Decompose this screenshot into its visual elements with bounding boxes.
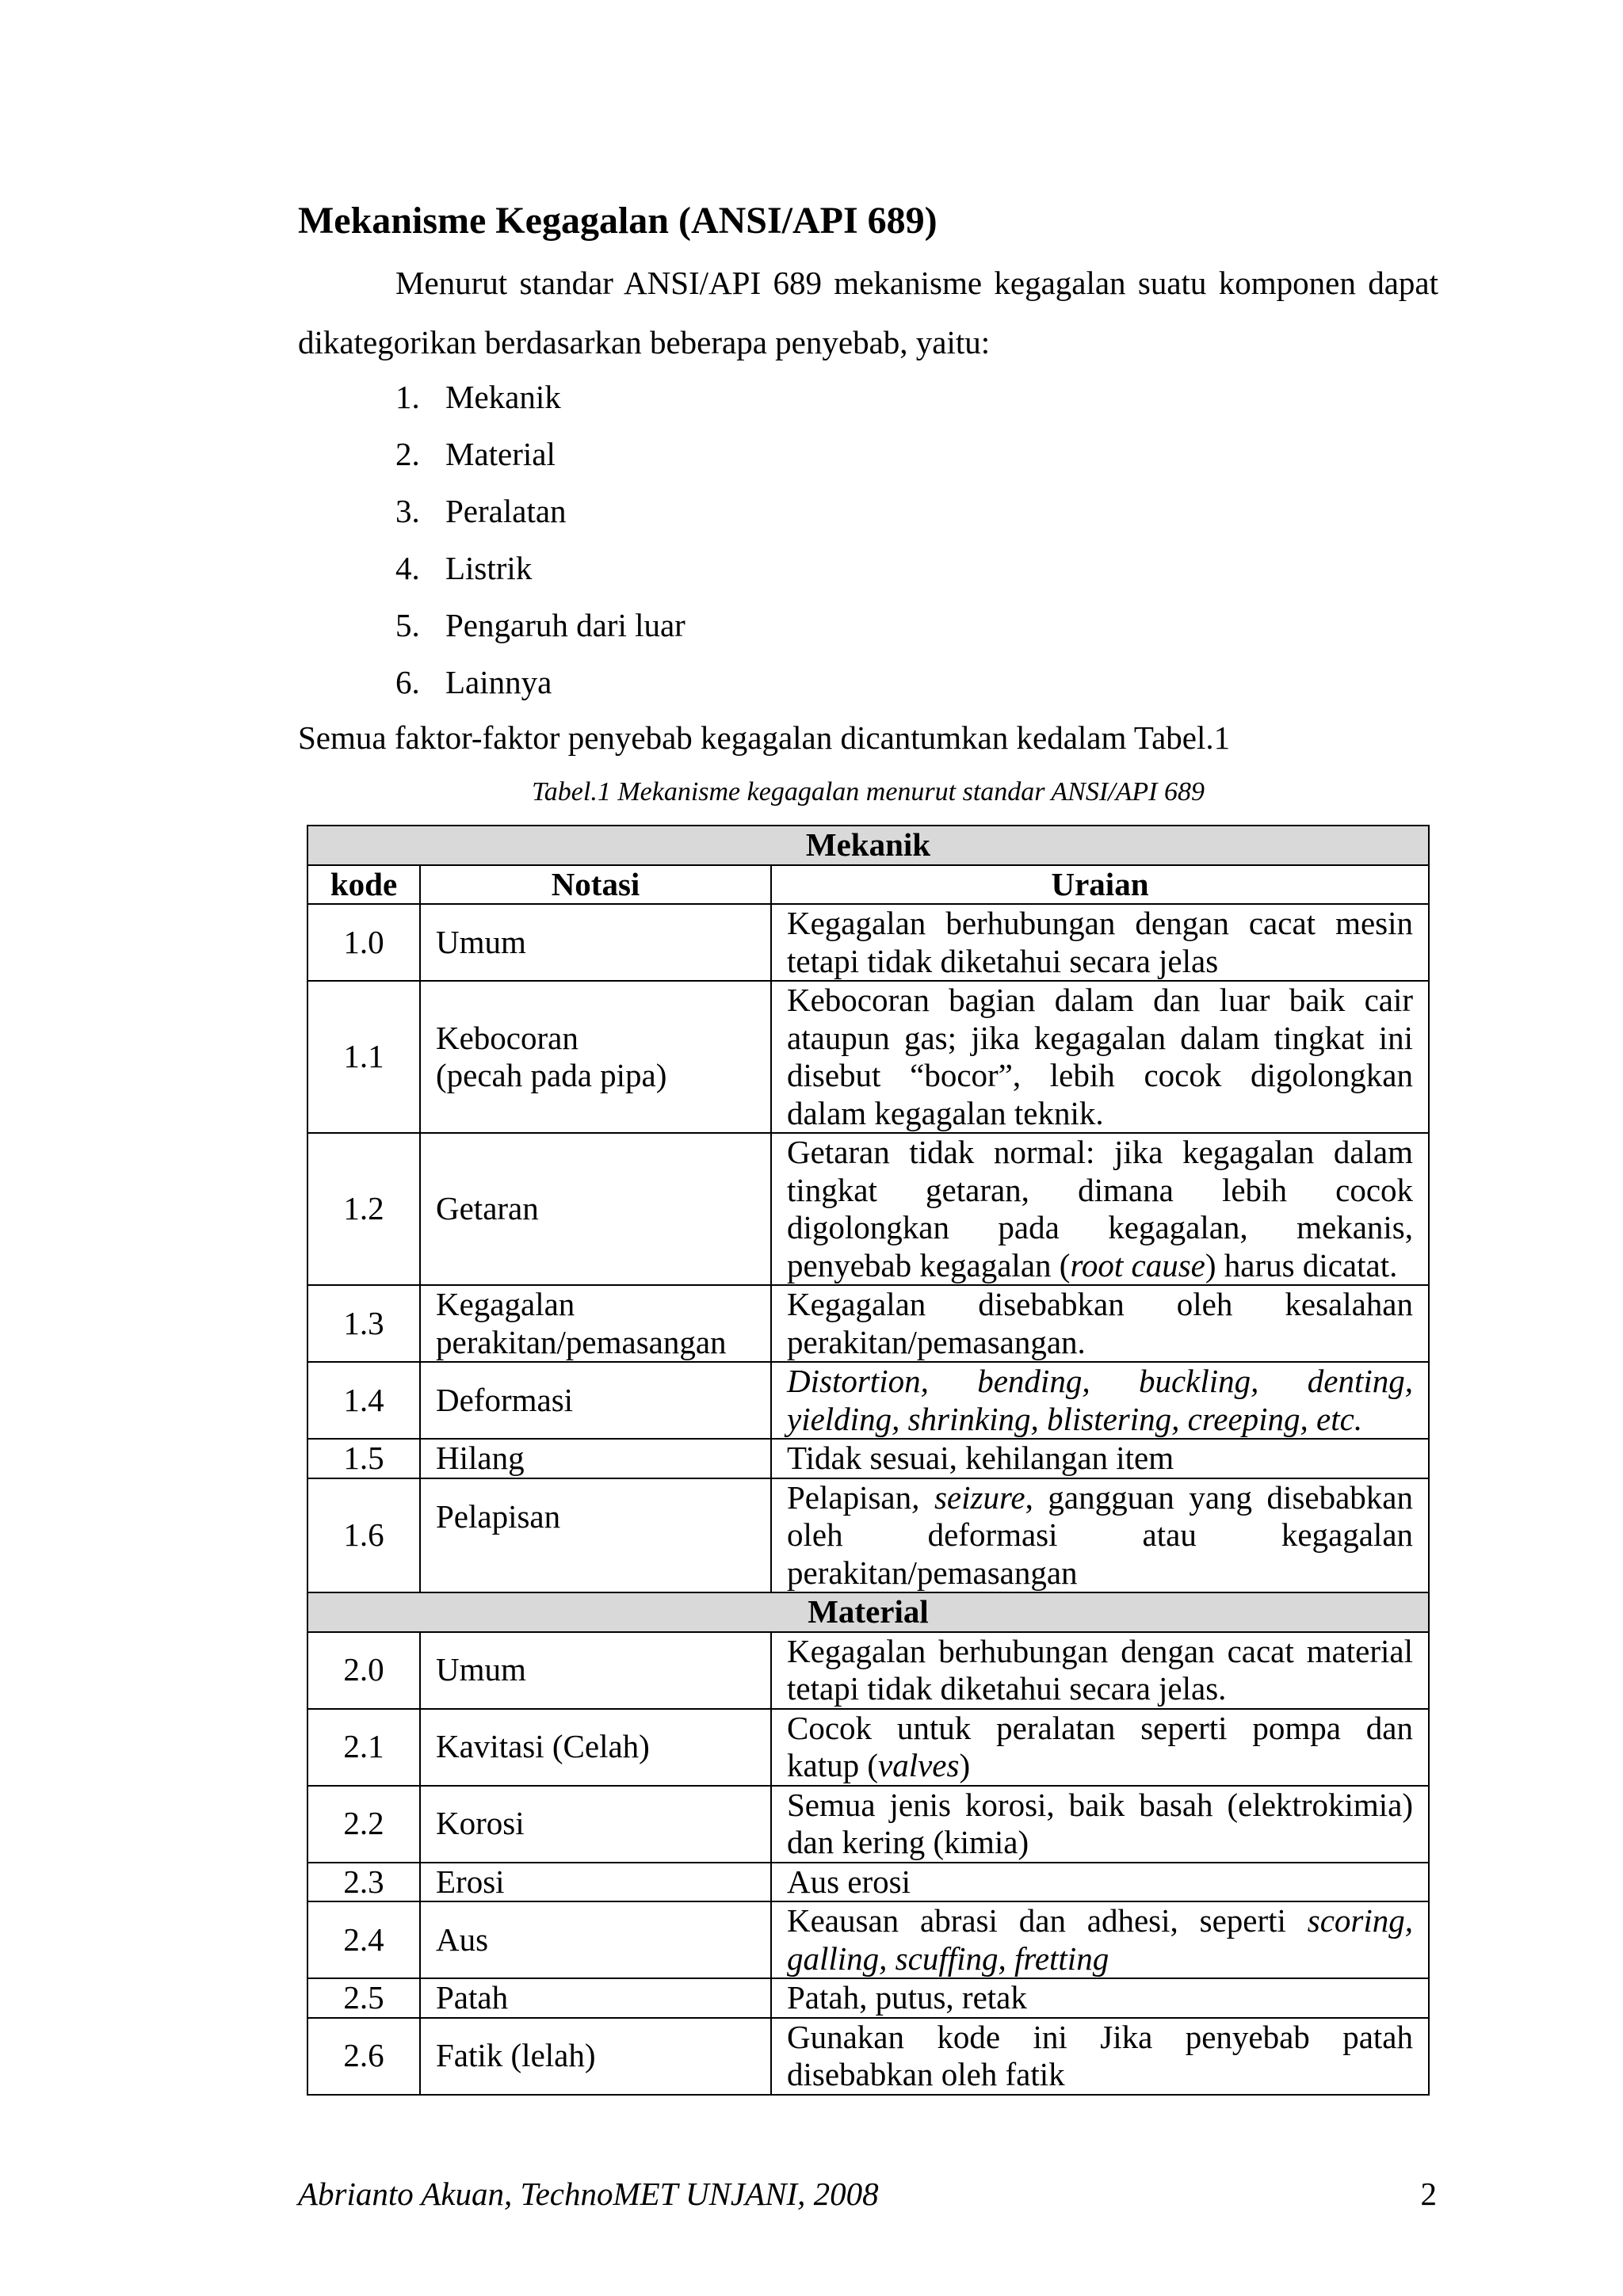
uraian-text: katup ( <box>787 1747 878 1783</box>
uraian-text: Keausan abrasi dan adhesi, seperti <box>787 1902 1308 1939</box>
kode-cell: 2.2 <box>307 1786 420 1863</box>
list-number: 6. <box>395 664 420 700</box>
notasi-cell <box>420 1362 771 1439</box>
uraian-line: Patah, putus, retak <box>787 1979 1027 2016</box>
notasi-cell <box>420 2018 771 2095</box>
notasi-line: Hilang <box>436 1440 525 1476</box>
list-item <box>395 540 685 597</box>
uraian-line <box>787 1247 1413 1285</box>
notasi-line: (pecah pada pipa) <box>436 1057 667 1093</box>
uraian-cell <box>771 1978 1429 2018</box>
list-number: 3. <box>395 493 420 529</box>
failure-cause-list <box>395 368 685 711</box>
uraian-cell <box>771 1133 1429 1285</box>
uraian-text: ) <box>959 1747 971 1783</box>
notasi-line: Umum <box>436 1651 526 1688</box>
table-row <box>307 1863 1429 1902</box>
notasi-line: Pelapisan <box>436 1497 561 1535</box>
uraian-line: perakitan/pemasangan. <box>787 1323 1086 1360</box>
table-row <box>307 904 1429 981</box>
page-number: 2 <box>1420 2176 1437 2212</box>
section-title-mekanik: Mekanik <box>307 826 1429 865</box>
kode-cell: 2.1 <box>307 1709 420 1786</box>
uraian-text-italic: , seizure <box>911 1478 1025 1516</box>
uraian-line: perakitan/pemasangan <box>787 1554 1078 1591</box>
uraian-line: dalam kegagalan teknik. <box>787 1094 1104 1131</box>
notasi-cell <box>420 981 771 1133</box>
list-label: Peralatan <box>445 493 567 529</box>
list-label: Lainnya <box>445 664 552 700</box>
list-number: 5. <box>395 607 420 643</box>
kode-cell: 1.3 <box>307 1285 420 1362</box>
table-row <box>307 1786 1429 1863</box>
notasi-cell <box>420 1478 771 1593</box>
notasi-cell <box>420 1709 771 1786</box>
uraian-line: Kegagalan berhubungan dengan cacat material <box>787 1632 1414 1669</box>
uraian-line <box>787 1479 1413 1517</box>
notasi-cell <box>420 904 771 981</box>
uraian-cell <box>771 904 1429 981</box>
column-header-kode: kode <box>307 865 420 905</box>
table-row <box>307 1439 1429 1478</box>
uraian-line: oleh deformasi atau kegagalan <box>787 1516 1414 1553</box>
uraian-line: tingkat getaran, dimana lebih cocok <box>787 1171 1414 1208</box>
uraian-line: Kebocoran bagian dalam dan luar baik cair <box>787 982 1414 1018</box>
intro-paragraph: Menurut standar ANSI/API 689 mekanisme kegagalan suatu komponen dapat dikategorikan berdasarkan beberapa penyebab, yaitu: <box>298 265 1438 360</box>
kode-cell: 1.2 <box>307 1133 420 1285</box>
uraian-cell <box>771 1478 1429 1593</box>
column-header-notasi: Notasi <box>420 865 771 905</box>
table-row <box>307 981 1429 1133</box>
notasi-line: Korosi <box>436 1805 525 1842</box>
column-header-row <box>307 865 1429 905</box>
column-header-uraian: Uraian <box>771 865 1429 905</box>
notasi-cell <box>420 1439 771 1478</box>
kode-cell: 1.0 <box>307 904 420 981</box>
uraian-line: tetapi tidak diketahui secara jelas. <box>787 1670 1227 1707</box>
uraian-line: Getaran tidak normal: jika kegagalan dalam <box>787 1134 1414 1170</box>
kode-cell: 2.4 <box>307 1901 420 1978</box>
uraian-line: yielding, shrinking, blistering, creeping, etc. <box>787 1400 1363 1437</box>
table-row <box>307 1709 1429 1786</box>
uraian-line: digolongkan pada kegagalan, mekanis, <box>787 1209 1414 1245</box>
uraian-text: penyebab kegagalan ( <box>787 1246 1071 1283</box>
uraian-line: galling, scuffing, fretting <box>787 1939 1109 1977</box>
uraian-line <box>787 1747 1413 1785</box>
kode-cell: 2.6 <box>307 2018 420 2095</box>
list-item <box>395 368 685 425</box>
list-label: Material <box>445 436 556 472</box>
table-row <box>307 2018 1429 2095</box>
list-number: 4. <box>395 550 420 586</box>
notasi-line: Kebocoran <box>436 1019 579 1056</box>
uraian-text-italic: valves <box>878 1747 960 1783</box>
notasi-line: Kegagalan <box>436 1286 575 1322</box>
uraian-line: Kegagalan berhubungan dengan cacat mesin <box>787 905 1414 941</box>
uraian-line: disebabkan oleh fatik <box>787 2056 1065 2092</box>
notasi-cell <box>420 1901 771 1978</box>
uraian-cell <box>771 981 1429 1133</box>
uraian-cell <box>771 1285 1429 1362</box>
table-row <box>307 1632 1429 1709</box>
notasi-line: Deformasi <box>436 1381 574 1418</box>
notasi-cell <box>420 1786 771 1863</box>
kode-cell: 2.3 <box>307 1863 420 1902</box>
uraian-text: , gangguan yang disebabkan <box>1025 1478 1414 1516</box>
uraian-cell <box>771 1632 1429 1709</box>
uraian-line: Cocok untuk peralatan seperti pompa dan <box>787 1709 1414 1746</box>
table-row <box>307 1362 1429 1439</box>
notasi-cell <box>420 1285 771 1362</box>
notasi-line: Erosi <box>436 1863 505 1900</box>
notasi-cell <box>420 1133 771 1285</box>
notasi-line: Fatik (lelah) <box>436 2037 596 2074</box>
kode-cell: 1.6 <box>307 1478 420 1593</box>
uraian-line: tetapi tidak diketahui secara jelas <box>787 942 1219 979</box>
list-number: 2. <box>395 436 420 472</box>
table-row <box>307 1478 1429 1593</box>
kode-cell: 2.0 <box>307 1632 420 1709</box>
notasi-line: Umum <box>436 923 526 960</box>
kode-cell: 2.5 <box>307 1978 420 2018</box>
table-row <box>307 1133 1429 1285</box>
kode-cell: 1.4 <box>307 1362 420 1439</box>
list-label: Mekanik <box>445 379 561 415</box>
list-label: Pengaruh dari luar <box>445 607 685 643</box>
section-header-row <box>307 1592 1429 1632</box>
footer-author: Abrianto Akuan, TechnoMET UNJANI, 2008 <box>298 2176 879 2212</box>
list-item <box>395 597 685 654</box>
uraian-cell <box>771 2018 1429 2095</box>
uraian-text: ) harus dicatat. <box>1205 1246 1398 1283</box>
uraian-text-italic: root cause <box>1070 1246 1205 1283</box>
notasi-cell <box>420 1978 771 2018</box>
summary-sentence: Semua faktor-faktor penyebab kegagalan dicantumkan kedalam Tabel.1 <box>298 719 1231 756</box>
notasi-line: Aus <box>436 1920 489 1958</box>
list-number: 1. <box>395 379 420 415</box>
notasi-line: Kavitasi (Celah) <box>436 1728 650 1765</box>
uraian-cell <box>771 1901 1429 1978</box>
uraian-cell <box>771 1786 1429 1863</box>
kode-cell: 1.5 <box>307 1439 420 1478</box>
notasi-cell <box>420 1632 771 1709</box>
uraian-line: ataupun gas; jika kegagalan dalam tingkat ini <box>787 1019 1414 1056</box>
uraian-text-italic: scoring, <box>1307 1902 1414 1939</box>
notasi-line: Patah <box>436 1979 509 2016</box>
notasi-cell <box>420 1863 771 1902</box>
uraian-line: Gunakan kode ini Jika penyebab patah <box>787 2018 1414 2055</box>
list-item <box>395 482 685 540</box>
notasi-line: Getaran <box>436 1190 539 1227</box>
uraian-line: dan kering (kimia) <box>787 1824 1029 1860</box>
list-item <box>395 425 685 482</box>
kode-cell: 1.1 <box>307 981 420 1133</box>
section-header-row <box>307 826 1429 865</box>
list-label: Listrik <box>445 550 533 586</box>
table-row <box>307 1978 1429 2018</box>
uraian-line: Tidak sesuai, kehilangan item <box>787 1440 1174 1476</box>
uraian-text: Pelapisan <box>787 1478 912 1516</box>
table-row <box>307 1285 1429 1362</box>
section-title-material: Material <box>307 1592 1429 1632</box>
uraian-cell <box>771 1709 1429 1786</box>
uraian-line <box>787 1902 1413 1940</box>
table-row <box>307 1901 1429 1978</box>
uraian-cell <box>771 1362 1429 1439</box>
uraian-cell <box>771 1439 1429 1478</box>
list-item <box>395 654 685 711</box>
notasi-line: perakitan/pemasangan <box>436 1323 727 1360</box>
uraian-line: Aus erosi <box>787 1863 911 1900</box>
uraian-cell <box>771 1863 1429 1902</box>
uraian-line: Kegagalan disebabkan oleh kesalahan <box>787 1286 1414 1322</box>
table-caption: Tabel.1 Mekanisme kegagalan menurut standar ANSI/API 689 <box>532 777 1205 807</box>
uraian-line: Distortion, bending, buckling, denting, <box>787 1363 1414 1399</box>
failure-mechanism-table <box>307 825 1430 2096</box>
uraian-line: disebut “bocor”, lebih cocok digolongkan <box>787 1057 1414 1093</box>
uraian-line: Semua jenis korosi, baik basah (elektrokimia) <box>787 1786 1414 1823</box>
section-heading: Mekanisme Kegagalan (ANSI/API 689) <box>298 200 938 242</box>
